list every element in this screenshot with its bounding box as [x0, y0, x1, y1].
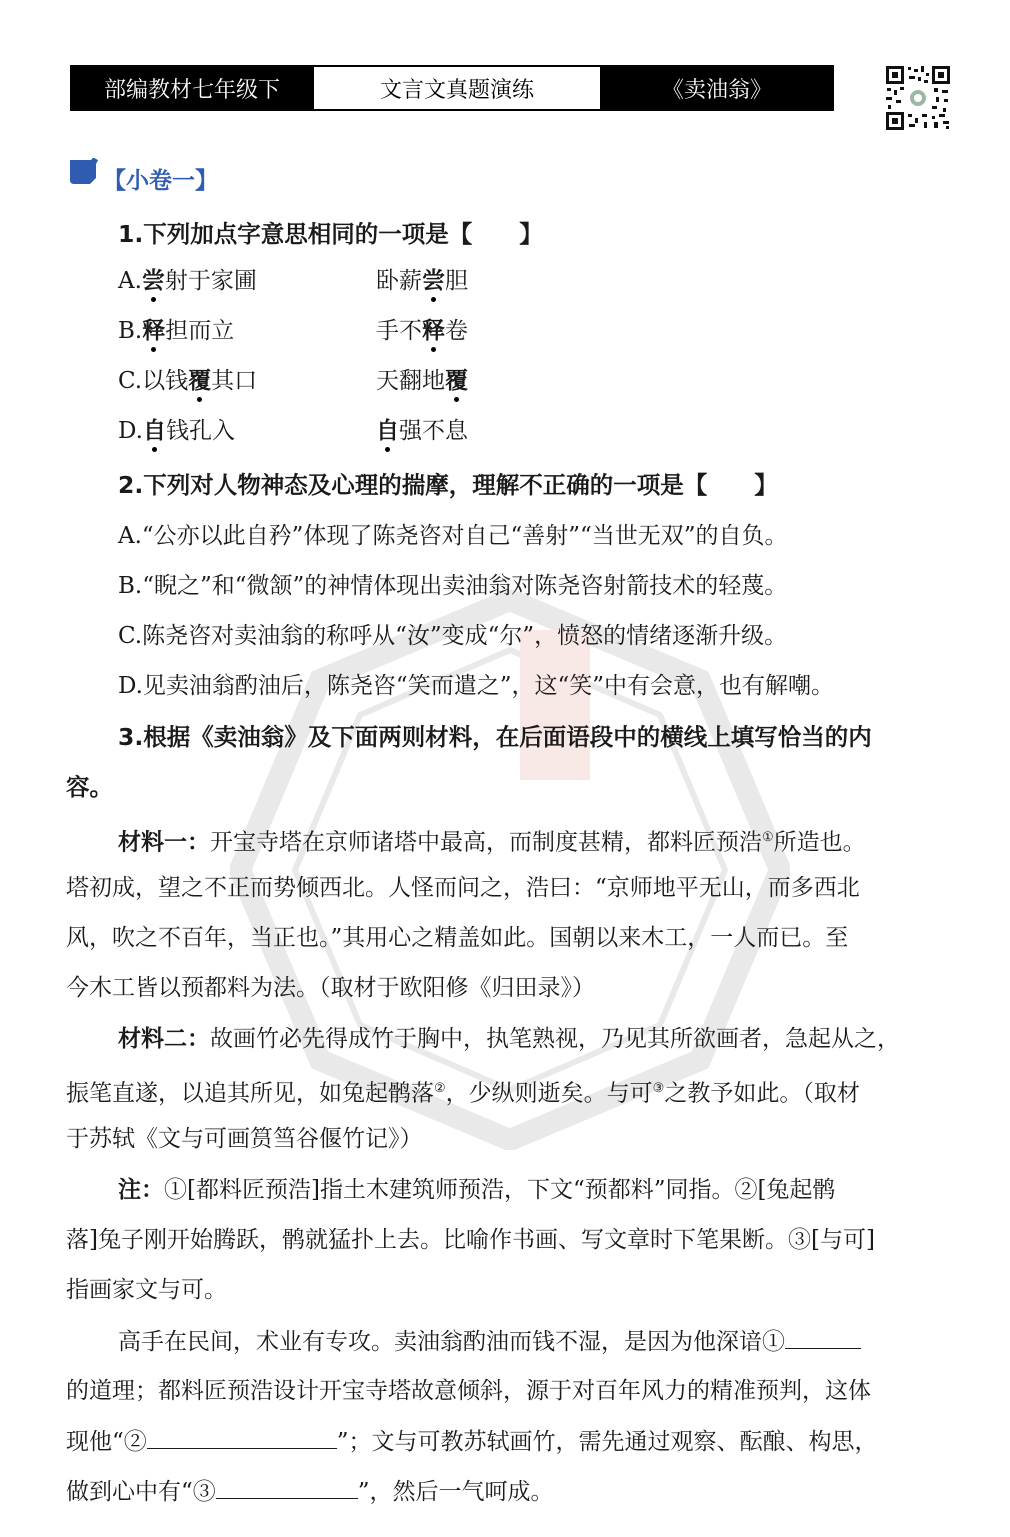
- answer-blank-3[interactable]: [216, 1476, 358, 1499]
- emphasis-char: 尝: [422, 268, 445, 294]
- q1-option-c-left: C.以钱覆其口: [118, 368, 258, 394]
- paragraph-line-4: 做到心中有“③ ”，然后一气呵成。: [66, 1476, 554, 1507]
- emphasis-char: 覆: [188, 368, 212, 394]
- header-topic: 文言文真题演练: [312, 67, 602, 109]
- q2-option-c: C.陈尧咨对卖油翁的称呼从“汝”变成“尔”，愤怒的情绪逐渐升级。: [118, 623, 788, 649]
- material-2-line-1: 材料二：故画竹必先得成竹于胸中，执笔熟视，乃见其所欲画者，急起从之，: [118, 1026, 900, 1052]
- emphasis-char: 覆: [445, 368, 468, 394]
- material-1-label: 材料一：: [118, 829, 210, 856]
- q3-stem-line-2: 容。: [66, 773, 113, 801]
- header-lesson: 《卖油翁》: [602, 67, 832, 109]
- q1-option-c-right: 天翻地覆: [376, 368, 468, 394]
- q1-stem: 1.下列加点字意思相同的一项是【 】: [118, 220, 543, 248]
- material-2-line-2: 振笔直遂，以追其所见，如兔起鹘落②，少纵则逝矣。与可③之教予如此。（取材: [66, 1080, 860, 1107]
- material-1-line-2: 塔初成，望之不正而势倾西北。人怪而问之，浩曰：“京师地平无山，而多西北: [66, 875, 860, 901]
- material-1-line-3: 风，吹之不百年，当正也。”其用心之精盖如此。国朝以来木工，一人而已。至: [66, 925, 849, 951]
- q1-option-b-left: B.释担而立: [118, 318, 235, 344]
- bookmark-icon: [68, 158, 98, 184]
- paragraph-line-3: 现他“② ”；文与可教苏轼画竹，需先通过观察、酝酿、构思，: [66, 1426, 878, 1457]
- answer-blank-2[interactable]: [147, 1426, 337, 1449]
- q1-option-b-right: 手不释卷: [376, 318, 468, 344]
- q2-stem: 2.下列对人物神态及心理的揣摩，理解不正确的一项是【 】: [118, 471, 778, 499]
- q1-option-d-left: D.自钱孔入: [118, 418, 235, 444]
- q2-option-b: B.“睨之”和“微颔”的神情体现出卖油翁对陈尧咨射箭技术的轻蔑。: [118, 573, 788, 599]
- note-line-1: 注：①[都料匠预浩]指土木建筑师预浩，下文“预都料”同指。②[兔起鹘: [118, 1177, 836, 1203]
- q1-option-a-right: 卧薪尝胆: [376, 268, 468, 294]
- q1-option-d-right: 自强不息: [376, 418, 468, 444]
- q1-option-a-left: A.尝射于家圃: [118, 268, 257, 294]
- note-line-2: 落]兔子刚开始腾跃，鹘就猛扑上去。比喻作书画、写文章时下笔果断。③[与可]: [66, 1227, 875, 1253]
- answer-blank-1[interactable]: [785, 1326, 861, 1349]
- emphasis-char: 释: [422, 318, 445, 344]
- note-label: 注：: [118, 1177, 164, 1203]
- header-grade: 部编教材七年级下: [72, 67, 312, 109]
- emphasis-char: 释: [142, 318, 166, 344]
- q3-stem-line-1: 3.根据《卖油翁》及下面两则材料，在后面语段中的横线上填写恰当的内: [118, 723, 872, 751]
- q2-option-d: D.见卖油翁酌油后，陈尧咨“笑而遣之”，这“笑”中有会意，也有解嘲。: [118, 673, 834, 699]
- note-line-3: 指画家文与可。: [66, 1277, 227, 1303]
- qr-code-icon: [884, 64, 952, 132]
- material-1-line-4: 今木工皆以预都料为法。（取材于欧阳修《归田录》）: [66, 975, 595, 1001]
- material-2-label: 材料二：: [118, 1026, 210, 1052]
- paragraph-line-1: 高手在民间，术业有专攻。卖油翁酌油而钱不湿，是因为他深谙①: [118, 1326, 861, 1357]
- emphasis-char: 自: [376, 418, 399, 444]
- header-bar: [70, 65, 834, 111]
- material-1-line-1: 材料一：开宝寺塔在京师诸塔中最高，而制度甚精，都料匠预浩①所造也。: [118, 829, 866, 856]
- section-title: 【小卷一】: [103, 168, 218, 194]
- paragraph-line-2: 的道理；都料匠预浩设计开宝寺塔故意倾斜，源于对百年风力的精准预判，这体: [66, 1378, 871, 1404]
- emphasis-char: 尝: [141, 268, 165, 294]
- q2-option-a: A.“公亦以此自矜”体现了陈尧咨对自己“善射”“当世无双”的自负。: [118, 523, 788, 549]
- material-2-line-3: 于苏轼《文与可画筼筜谷偃竹记》）: [66, 1126, 423, 1152]
- emphasis-char: 自: [142, 418, 166, 444]
